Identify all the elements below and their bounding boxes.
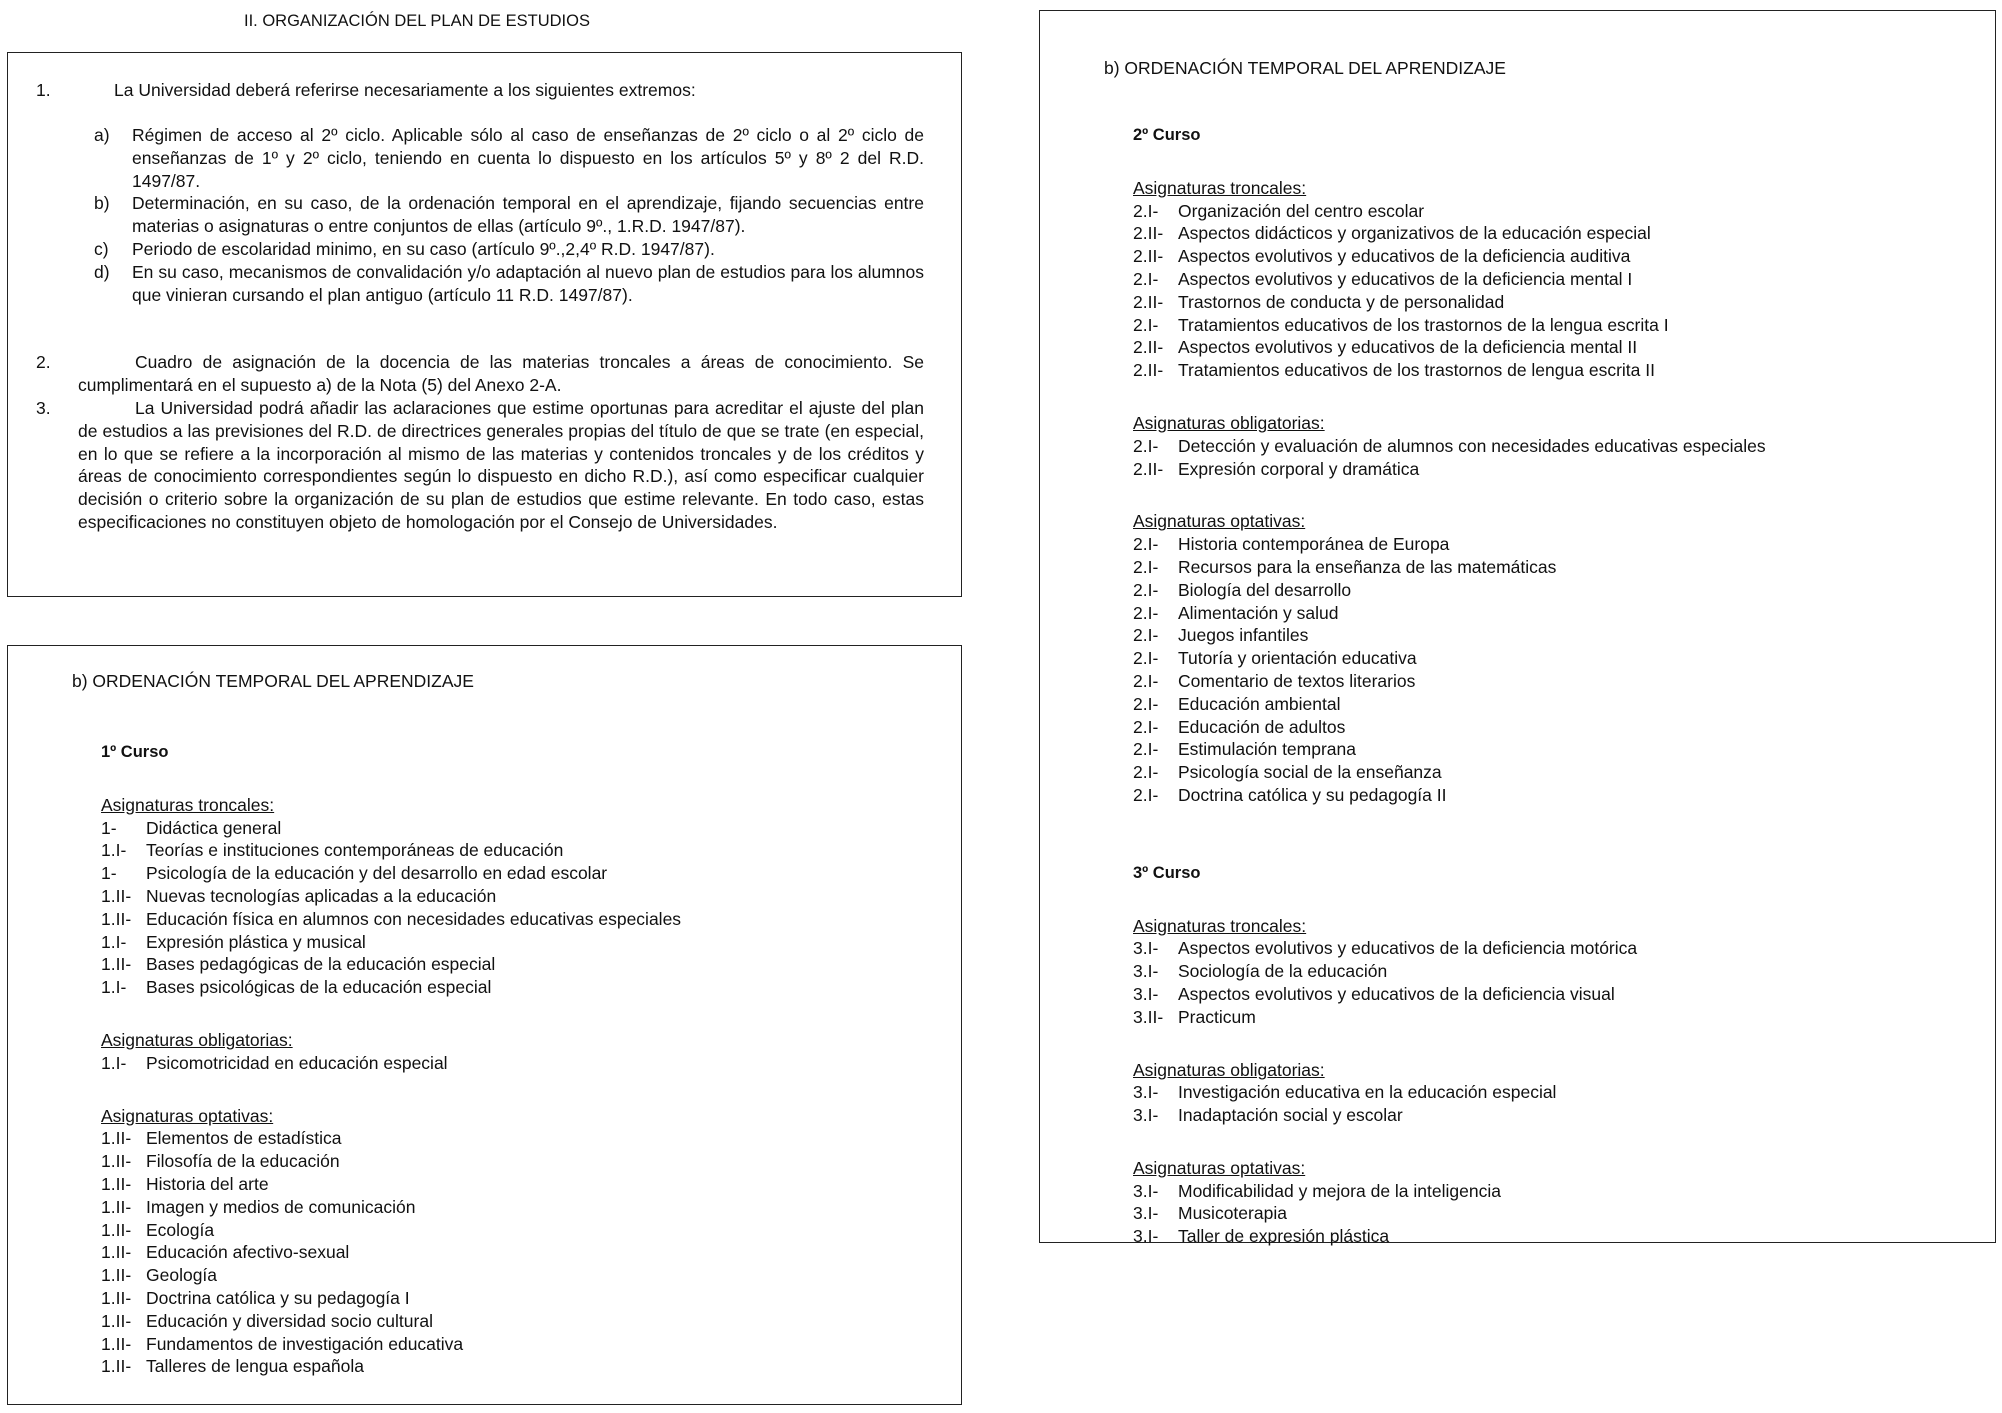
subject-code: 1.II- bbox=[101, 1151, 132, 1172]
optativas-label: Asignaturas optativas: bbox=[1133, 511, 1306, 532]
subject-code: 1.II- bbox=[101, 954, 132, 975]
subject-code: 3.I- bbox=[1133, 938, 1159, 959]
subject-code: 2.I- bbox=[1133, 784, 1159, 805]
subject-name: Sociología de la educación bbox=[1178, 961, 1388, 982]
subject-name: Detección y evaluación de alumnos con necesidades educativas especiales bbox=[1178, 435, 1766, 456]
subject-code: 2.II- bbox=[1133, 246, 1164, 267]
subject-row bbox=[1133, 960, 2002, 983]
subject-name: Expresión corporal y dramática bbox=[1178, 458, 1420, 479]
subject-name: Aspectos evolutivos y educativos de la deficiencia mental II bbox=[1178, 337, 1638, 358]
subject-row bbox=[1133, 784, 2002, 807]
subject-row bbox=[101, 1052, 981, 1075]
troncales-label: Asignaturas troncales: bbox=[1133, 177, 1307, 198]
paragraph-number: 2. bbox=[36, 352, 51, 372]
subject-code: 2.I- bbox=[1133, 670, 1159, 691]
subject-row bbox=[1133, 1202, 2002, 1225]
subject-row bbox=[101, 976, 981, 999]
subject-name: Historia del arte bbox=[146, 1173, 269, 1194]
subject-code: 1.II- bbox=[101, 1128, 132, 1149]
subject-name: Doctrina católica y su pedagogía I bbox=[146, 1287, 410, 1308]
subject-row bbox=[101, 1287, 981, 1310]
subject-code: 2.II- bbox=[1133, 291, 1164, 312]
obligatorias-label: Asignaturas obligatorias: bbox=[101, 1029, 293, 1050]
subject-name: Imagen y medios de comunicación bbox=[146, 1196, 416, 1217]
subject-code: 1.II- bbox=[101, 1287, 132, 1308]
item-text: En su caso, mecanismos de convalidación y/o adaptación al nuevo plan de estudios para los alumnos que vinieran cursando el plan antiguo (artículo 11 R.D. 1497/87). bbox=[132, 261, 924, 305]
subject-row bbox=[1133, 647, 2002, 670]
subject-row bbox=[1133, 200, 2002, 223]
section-heading: b) ORDENACIÓN TEMPORAL DEL APRENDIZAJE bbox=[1104, 58, 1506, 78]
subject-name: Ecología bbox=[146, 1219, 215, 1240]
subject-name: Juegos infantiles bbox=[1178, 625, 1309, 646]
subject-row bbox=[101, 839, 981, 862]
subject-code: 2.I- bbox=[1133, 625, 1159, 646]
subject-name: Fundamentos de investigación educativa bbox=[146, 1333, 464, 1354]
subject-row bbox=[101, 1173, 981, 1196]
subject-code: 1.II- bbox=[101, 1265, 132, 1286]
subject-row bbox=[1133, 716, 2002, 739]
subject-row bbox=[1133, 693, 2002, 716]
subject-code: 1.II- bbox=[101, 1173, 132, 1194]
subject-name: Educación afectivo-sexual bbox=[146, 1242, 350, 1263]
subject-code: 3.I- bbox=[1133, 1082, 1159, 1103]
subject-name: Modificabilidad y mejora de la inteligencia bbox=[1178, 1180, 1501, 1201]
subject-row bbox=[1133, 937, 2002, 960]
subject-row bbox=[1133, 738, 2002, 761]
requirements-intro: La Universidad deberá referirse necesariamente a los siguientes extremos: bbox=[114, 80, 696, 100]
list-item bbox=[94, 124, 924, 192]
subject-row bbox=[101, 1355, 981, 1378]
requirements-box bbox=[7, 52, 962, 597]
subject-row bbox=[1133, 1006, 2002, 1029]
subject-row bbox=[1133, 1081, 2002, 1104]
paragraph-number: 3. bbox=[36, 398, 51, 418]
optativas-label: Asignaturas optativas: bbox=[101, 1105, 274, 1126]
subject-name: Investigación educativa en la educación especial bbox=[1178, 1082, 1557, 1103]
subject-code: 2.I- bbox=[1133, 693, 1159, 714]
item-marker: a) bbox=[94, 125, 110, 145]
troncales-label: Asignaturas troncales: bbox=[101, 794, 275, 815]
subject-name: Aspectos didácticos y organizativos de la educación especial bbox=[1178, 223, 1651, 244]
subject-name: Tratamientos educativos de los trastornos de la lengua escrita I bbox=[1178, 314, 1669, 335]
subject-row bbox=[1133, 579, 2002, 602]
subject-row bbox=[1133, 222, 2002, 245]
subject-name: Taller de expresión plástica bbox=[1178, 1226, 1390, 1247]
subject-code: 2.I- bbox=[1133, 739, 1159, 760]
subject-code: 1.II- bbox=[101, 1196, 132, 1217]
subject-row bbox=[1133, 245, 2002, 268]
subject-code: 1.II- bbox=[101, 1333, 132, 1354]
subject-row bbox=[101, 1219, 981, 1242]
subject-code: 3.I- bbox=[1133, 983, 1159, 1004]
item-marker: d) bbox=[94, 261, 110, 282]
requirements-paragraph-3: La Universidad podrá añadir las aclaraciones que estime oportunas para acreditar el ajuste del plan de estudios a las previsiones del R.D. de directrices generales propias del título de que se trate (en especial, en lo que se refiere a la incorporación al mismo de las materias y contenidos troncales y de los créditos y áreas de conocimiento correspondientes según lo dispuesto en dicho R.D.), así como especificar cualquier decisión o criterio sobre la organización de su plan de estudios que estime relevante. En todo caso, estas especificaciones no constituyen objeto de homologación por el Consejo de Universidades. bbox=[78, 398, 924, 532]
subject-code: 3.I- bbox=[1133, 1180, 1159, 1201]
subject-row bbox=[1133, 670, 2002, 693]
subject-row bbox=[1133, 291, 2002, 314]
subject-row bbox=[101, 1264, 981, 1287]
subject-row bbox=[1133, 624, 2002, 647]
subject-name: Psicología social de la enseñanza bbox=[1178, 762, 1442, 783]
requirements-paragraph-2: Cuadro de asignación de la docencia de las materias troncales a áreas de conocimiento. Se cumplimentará en el supuesto a) de la Nota (5) del Anexo 2-A. bbox=[78, 352, 924, 395]
page-title: II. ORGANIZACIÓN DEL PLAN DE ESTUDIOS bbox=[244, 12, 590, 30]
subject-code: 3.II- bbox=[1133, 1006, 1164, 1027]
item-marker: b) bbox=[94, 193, 110, 214]
subject-code: 2.I- bbox=[1133, 556, 1159, 577]
subject-code: 2.I- bbox=[1133, 268, 1159, 289]
obligatorias-label: Asignaturas obligatorias: bbox=[1133, 412, 1325, 433]
subject-name: Alimentación y salud bbox=[1178, 602, 1339, 623]
subject-name: Historia contemporánea de Europa bbox=[1178, 534, 1450, 555]
troncales-list bbox=[101, 817, 981, 999]
obligatorias-label: Asignaturas obligatorias: bbox=[1133, 1059, 1325, 1080]
subject-row bbox=[101, 1150, 981, 1173]
list-item bbox=[94, 192, 924, 238]
subject-name: Expresión plástica y musical bbox=[146, 931, 366, 952]
subject-row bbox=[1133, 1104, 2002, 1127]
subject-name: Aspectos evolutivos y educativos de la deficiencia visual bbox=[1178, 983, 1615, 1004]
subject-code: 1.I- bbox=[101, 977, 127, 998]
list-item bbox=[94, 261, 924, 307]
subject-name: Geología bbox=[146, 1265, 218, 1286]
subject-row bbox=[1133, 1180, 2002, 1203]
subject-name: Practicum bbox=[1178, 1006, 1256, 1027]
subject-code: 1.II- bbox=[101, 1242, 132, 1263]
subject-name: Educación ambiental bbox=[1178, 693, 1341, 714]
subject-code: 2.I- bbox=[1133, 314, 1159, 335]
subject-name: Biología del desarrollo bbox=[1178, 579, 1352, 600]
subject-name: Psicología de la educación y del desarrollo en edad escolar bbox=[146, 863, 608, 884]
course-title: 1º Curso bbox=[101, 743, 169, 761]
subject-code: 1.II- bbox=[101, 885, 132, 906]
subject-row bbox=[1133, 533, 2002, 556]
obligatorias-list bbox=[1133, 1081, 2002, 1127]
subject-code: 1.I- bbox=[101, 1052, 127, 1073]
course-title: 3º Curso bbox=[1133, 863, 1201, 882]
subject-name: Aspectos evolutivos y educativos de la deficiencia motórica bbox=[1178, 938, 1638, 959]
subject-row bbox=[1133, 336, 2002, 359]
ordenacion-box-2 bbox=[1039, 10, 1996, 1247]
subject-row bbox=[101, 1333, 981, 1356]
subject-code: 1.II- bbox=[101, 1356, 132, 1377]
subject-code: 3.I- bbox=[1133, 961, 1159, 982]
course-1-column bbox=[101, 741, 981, 1378]
troncales-label: Asignaturas troncales: bbox=[1133, 915, 1307, 936]
course-title: 2º Curso bbox=[1133, 126, 1201, 144]
optativas-list bbox=[1133, 1180, 2002, 1248]
obligatorias-list bbox=[101, 1052, 981, 1075]
subject-code: 3.I- bbox=[1133, 1203, 1159, 1224]
subject-name: Musicoterapia bbox=[1178, 1203, 1287, 1224]
subject-row bbox=[101, 1310, 981, 1333]
subject-code: 2.I- bbox=[1133, 534, 1159, 555]
subject-code: 1.II- bbox=[101, 908, 132, 929]
subject-name: Educación de adultos bbox=[1178, 716, 1346, 737]
subject-code: 1.I- bbox=[101, 931, 127, 952]
subject-code: 1.I- bbox=[101, 840, 127, 861]
subject-row bbox=[1133, 602, 2002, 625]
section-heading: b) ORDENACIÓN TEMPORAL DEL APRENDIZAJE bbox=[72, 671, 474, 691]
subject-row bbox=[1133, 1225, 2002, 1248]
subject-code: 1- bbox=[101, 863, 117, 884]
subject-row bbox=[101, 885, 981, 908]
paragraph-number: 1. bbox=[36, 80, 51, 100]
item-text: Determinación, en su caso, de la ordenación temporal en el aprendizaje, fijando secuencias entre materias o asignaturas o entre conjuntos de ellas (artículo 9º., 1.R.D. 1947/87). bbox=[132, 193, 924, 237]
optativas-list bbox=[1133, 533, 2002, 807]
subject-name: Comentario de textos literarios bbox=[1178, 670, 1416, 691]
optativas-list bbox=[101, 1127, 981, 1378]
optativas-label: Asignaturas optativas: bbox=[1133, 1157, 1306, 1178]
subject-code: 1- bbox=[101, 817, 117, 838]
subject-name: Educación física en alumnos con necesidades educativas especiales bbox=[146, 908, 682, 929]
course-2-3-column bbox=[1133, 124, 2002, 1248]
item-text: Régimen de acceso al 2º ciclo. Aplicable sólo al caso de enseñanzas de 2º ciclo o al 2º ciclo de enseñanzas de 1º y 2º ciclo, teniendo en cuenta lo dispuesto en los artículos 5º y 8º 2 del R.D. 1497/87. bbox=[132, 125, 924, 191]
subject-code: 2.I- bbox=[1133, 602, 1159, 623]
subject-row bbox=[1133, 268, 2002, 291]
subject-code: 2.II- bbox=[1133, 360, 1164, 381]
subject-name: Doctrina católica y su pedagogía II bbox=[1178, 784, 1447, 805]
subject-name: Talleres de lengua española bbox=[146, 1356, 364, 1377]
subject-name: Trastornos de conducta y de personalidad bbox=[1178, 291, 1505, 312]
troncales-list bbox=[1133, 200, 2002, 382]
subject-code: 2.I- bbox=[1133, 648, 1159, 669]
subject-row bbox=[1133, 983, 2002, 1006]
subject-name: Inadaptación social y escolar bbox=[1178, 1105, 1403, 1126]
subject-row bbox=[1133, 435, 2002, 458]
subject-name: Organización del centro escolar bbox=[1178, 200, 1425, 221]
subject-row bbox=[1133, 458, 2002, 481]
requirements-list bbox=[94, 124, 924, 306]
subject-row bbox=[101, 1127, 981, 1150]
subject-row bbox=[101, 908, 981, 931]
subject-code: 1.II- bbox=[101, 1310, 132, 1331]
subject-code: 2.II- bbox=[1133, 458, 1164, 479]
subject-row bbox=[101, 862, 981, 885]
subject-code: 2.I- bbox=[1133, 579, 1159, 600]
subject-row bbox=[1133, 761, 2002, 784]
subject-row bbox=[101, 953, 981, 976]
subject-row bbox=[101, 931, 981, 954]
subject-name: Aspectos evolutivos y educativos de la deficiencia mental I bbox=[1178, 268, 1633, 289]
subject-code: 2.II- bbox=[1133, 337, 1164, 358]
ordenacion-box-1 bbox=[7, 645, 962, 1405]
subject-name: Educación y diversidad socio cultural bbox=[146, 1310, 433, 1331]
subject-name: Tratamientos educativos de los trastornos de lengua escrita II bbox=[1178, 360, 1655, 381]
subject-code: 2.I- bbox=[1133, 762, 1159, 783]
subject-row bbox=[1133, 359, 2002, 382]
subject-name: Teorías e instituciones contemporáneas de educación bbox=[146, 840, 564, 861]
subject-code: 2.I- bbox=[1133, 435, 1159, 456]
subject-name: Filosofía de la educación bbox=[146, 1151, 340, 1172]
subject-code: 2.I- bbox=[1133, 716, 1159, 737]
subject-name: Elementos de estadística bbox=[146, 1128, 342, 1149]
obligatorias-list bbox=[1133, 435, 2002, 481]
subject-name: Tutoría y orientación educativa bbox=[1178, 648, 1417, 669]
subject-name: Bases psicológicas de la educación especial bbox=[146, 977, 492, 998]
subject-name: Estimulación temprana bbox=[1178, 739, 1356, 760]
subject-code: 3.I- bbox=[1133, 1226, 1159, 1247]
item-text: Periodo de escolaridad minimo, en su caso (artículo 9º.,2,4º R.D. 1947/87). bbox=[132, 238, 715, 259]
list-item bbox=[94, 238, 924, 261]
item-marker: c) bbox=[94, 238, 109, 259]
subject-code: 2.I- bbox=[1133, 200, 1159, 221]
troncales-list bbox=[1133, 937, 2002, 1028]
subject-name: Aspectos evolutivos y educativos de la deficiencia auditiva bbox=[1178, 246, 1631, 267]
subject-row bbox=[1133, 314, 2002, 337]
subject-row bbox=[101, 1241, 981, 1264]
subject-code: 3.I- bbox=[1133, 1105, 1159, 1126]
subject-row bbox=[101, 1196, 981, 1219]
subject-name: Nuevas tecnologías aplicadas a la educación bbox=[146, 885, 497, 906]
subject-code: 1.II- bbox=[101, 1219, 132, 1240]
subject-name: Psicomotricidad en educación especial bbox=[146, 1052, 448, 1073]
subject-name: Recursos para la enseñanza de las matemáticas bbox=[1178, 556, 1557, 577]
subject-row bbox=[101, 817, 981, 840]
subject-name: Bases pedagógicas de la educación especial bbox=[146, 954, 496, 975]
subject-row bbox=[1133, 556, 2002, 579]
subject-name: Didáctica general bbox=[146, 817, 282, 838]
subject-code: 2.II- bbox=[1133, 223, 1164, 244]
